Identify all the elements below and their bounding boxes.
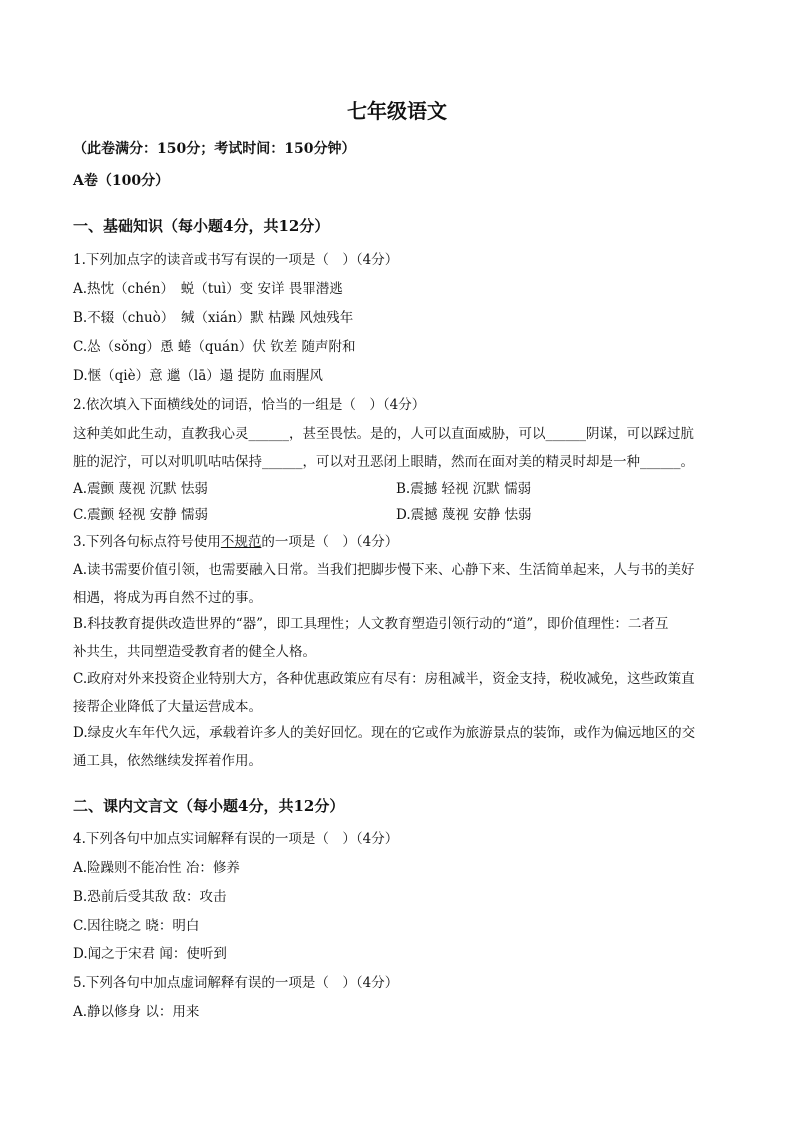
q2-passage-line: 脏的泥泞，可以对叽叽咕咕保持______，可以对丑恶闭上眼睛，然而在面对美的精灵时却是一种______。	[73, 454, 694, 470]
q4-stem: 4.下列各句中加点实词解释有误的一项是（ ）（4分）	[73, 831, 399, 847]
q3-option-line: 通工具，依然继续发挥着作用。	[73, 753, 262, 769]
q4-option-b: B.恐前后受其敌 敌：攻击	[73, 889, 227, 905]
q2-passage-line: 这种美如此生动，直教我心灵______，甚至畏怯。是的，人可以直面威胁，可以______阴谋，可以踩过肮	[73, 426, 694, 442]
q5-stem: 5.下列各句中加点虚词解释有误的一项是（ ）（4分）	[73, 975, 399, 991]
q3-option-line: C.政府对外来投资企业特别大方，各种优惠政策应有尽有：房租减半，资金支持，税收减免，这些政策直	[73, 671, 695, 687]
q2-option-b: B.震撼 轻视 沉默 懦弱	[396, 481, 532, 497]
q3-stem-after: 的一项是（ ）（4分）	[261, 534, 399, 550]
q5-option-a: A.静以修身 以：用来	[73, 1004, 200, 1020]
q2-option-d: D.震撼 蔑视 安静 怯弱	[396, 507, 532, 523]
q3-option-line: A.读书需要价值引领，也需要融入日常。当我们把脚步慢下来、心静下来、生活简单起来，人与书的美好	[73, 562, 695, 578]
q2-options-row	[73, 479, 723, 499]
q2-option-a: A.震颤 蔑视 沉默 怯弱	[73, 481, 208, 497]
q4-option-a: A.险躁则不能冶性 冶：修养	[73, 860, 240, 876]
paper-a-heading: A卷（100分）	[73, 173, 170, 189]
q4-option-c: C.因往晓之 晓：明白	[73, 918, 200, 934]
q3-stem-before: 3.下列各句标点符号使用	[73, 534, 221, 550]
q2-option-c: C.震颤 轻视 安静 懦弱	[73, 507, 209, 523]
q3-stem-underlined: 不规范	[220, 534, 262, 550]
q3-option-line: 补共生，共同塑造受教育者的健全人格。	[73, 644, 316, 660]
section2-heading: 二、课内文言文（每小题4分，共12分）	[73, 797, 345, 815]
page-title: 七年级语文	[347, 99, 447, 123]
section1-heading: 一、基础知识（每小题4分，共12分）	[73, 217, 330, 235]
exam-info: （此卷满分：150分；考试时间：150分钟）	[73, 141, 356, 157]
q3-option-line: D.绿皮火车年代久远，承载着许多人的美好回忆。现在的它或作为旅游景点的装饰，或作为偏远地区的交	[73, 725, 696, 741]
q3-stem	[73, 532, 723, 552]
q1-option-b: B.不辍（chuò） 缄（xián）默 枯躁 风烛残年	[73, 310, 354, 326]
q1-stem: 1.下列加点字的读音或书写有误的一项是（ ）（4分）	[73, 252, 399, 268]
q4-option-d: D.闻之于宋君 闻：使听到	[73, 946, 227, 962]
q1-option-c: C.怂（sǒng）恿 蜷（quán）伏 钦差 随声附和	[73, 339, 356, 355]
q3-option-line: B.科技教育提供改造世界的“器”，即工具理性；人文教育塑造引领行动的“道”，即价值理性：二者互	[73, 616, 669, 632]
q3-option-line: 相遇，将成为再自然不过的事。	[73, 590, 262, 606]
q2-stem: 2.依次填入下面横线处的词语，恰当的一组是（ ）（4分）	[73, 397, 426, 413]
q1-option-a: A.热忱（chén） 蜕（tuì）变 安详 畏罪潜逃	[73, 281, 343, 297]
q1-option-d: D.惬（qiè）意 邋（lā）遢 提防 血雨腥风	[73, 368, 323, 384]
q3-option-line: 接帮企业降低了大量运营成本。	[73, 699, 262, 715]
q2-options-row	[73, 505, 723, 525]
